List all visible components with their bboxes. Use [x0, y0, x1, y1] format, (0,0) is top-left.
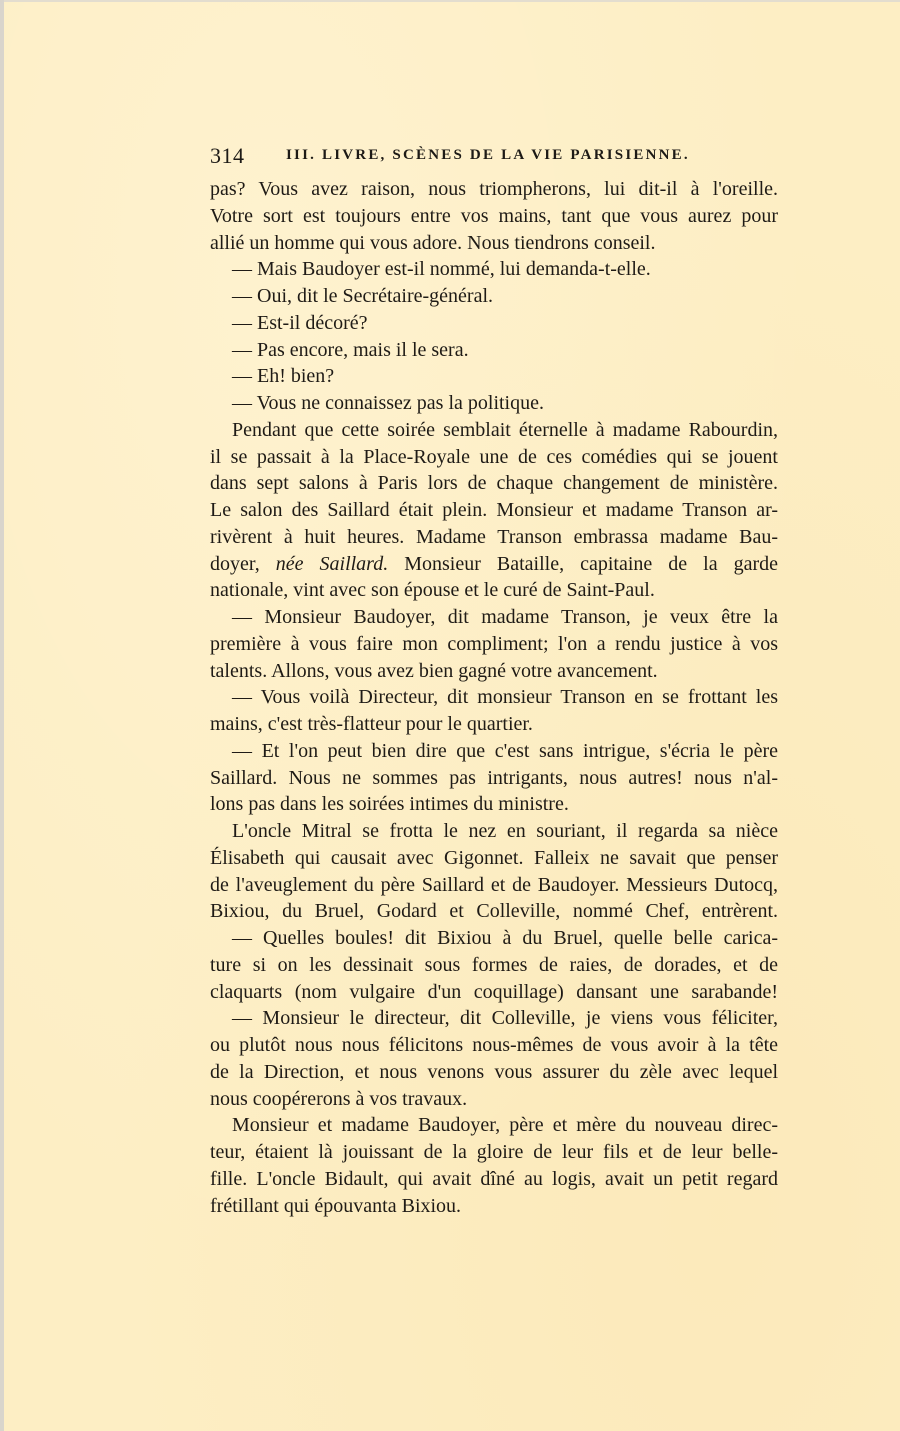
text-line: de la Direction, et nous venons vous assurer du zèle avec lequel	[210, 1060, 778, 1083]
text-line: Élisabeth qui causait avec Gigonnet. Falleix ne savait que penser	[210, 846, 778, 869]
text-line: — Est-il décoré?	[232, 311, 368, 334]
text-line: Pendant que cette soirée semblait éternelle à madame Rabourdin,	[232, 418, 778, 441]
text-segment: doyer,	[210, 552, 276, 575]
text-segment: Monsieur Bataille, capitaine de la garde	[388, 552, 778, 575]
text-line: rivèrent à huit heures. Madame Transon embrassa madame Bau-	[210, 525, 778, 548]
text-line: — Et l'on peut bien dire que c'est sans intrigue, s'écria le père	[232, 739, 778, 762]
page-header	[210, 143, 778, 171]
text-line: pas? Vous avez raison, nous triompherons, lui dit-il à l'oreille.	[210, 178, 778, 200]
text-line: L'oncle Mitral se frotta le nez en souriant, il regarda sa nièce	[232, 820, 778, 842]
text-line: nous coopérerons à vos travaux.	[210, 1087, 468, 1110]
text-line: ture si on les dessinait sous formes de raies, de dorades, et de	[210, 953, 778, 976]
text-line: frétillant qui épouvanta Bixiou.	[210, 1194, 462, 1217]
text-line: dans sept salons à Paris lors de chaque changement de ministère.	[210, 472, 778, 495]
scan-top-edge	[0, 0, 900, 2]
text-line: — Quelles boules! dit Bixiou à du Bruel, quelle belle carica-	[232, 927, 778, 949]
text-line: talents. Allons, vous avez bien gagné votre avancement.	[210, 659, 658, 682]
text-line: allié un homme qui vous adore. Nous tiendrons conseil.	[210, 231, 656, 254]
text-line: Saillard. Nous ne sommes pas intrigants, nous autres! nous n'al-	[210, 766, 778, 789]
text-line: nationale, vint avec son épouse et le curé de Saint-Paul.	[210, 579, 655, 602]
scan-left-edge	[0, 0, 4, 1431]
text-line: — Mais Baudoyer est-il nommé, lui demanda-t-elle.	[232, 258, 651, 281]
text-line: — Monsieur le directeur, dit Colleville, je viens vous féliciter,	[232, 1007, 778, 1030]
text-line: teur, étaient là jouissant de la gloire de leur fils et de leur belle-	[210, 1141, 778, 1163]
text-line: — Monsieur Baudoyer, dit madame Transon, je veux être la	[232, 606, 778, 628]
text-line: claquarts (nom vulgaire d'un coquillage) dansant une sarabande!	[210, 980, 778, 1003]
text-line: de l'aveuglement du père Saillard et de Baudoyer. Messieurs Dutocq,	[210, 873, 778, 896]
body-text	[210, 176, 778, 1219]
text-line: — Pas encore, mais il le sera.	[232, 338, 469, 361]
text-line: — Oui, dit le Secrétaire-général.	[232, 285, 493, 307]
text-line: Votre sort est toujours entre vos mains, tant que vous aurez pour	[210, 204, 778, 227]
text-line: première à vous faire mon compliment; l'on a rendu justice à vos	[210, 632, 778, 655]
text-line: il se passait à la Place-Royale une de ces comédies qui se jouent	[210, 445, 778, 468]
text-line: Le salon des Saillard était plein. Monsieur et madame Transon ar-	[210, 499, 778, 521]
text-line: lons pas dans les soirées intimes du ministre.	[210, 793, 569, 816]
text-line: mains, c'est très-flatteur pour le quartier.	[210, 713, 533, 735]
text-line: Bixiou, du Bruel, Godard et Colleville, nommé Chef, entrèrent.	[210, 900, 778, 923]
text-line: — Eh! bien?	[232, 365, 335, 388]
page-number: 314	[210, 143, 245, 168]
running-head: III. LIVRE, SCÈNES DE LA VIE PARISIENNE.	[286, 147, 690, 163]
text-line: fille. L'oncle Bidault, qui avait dîné au logis, avait un petit regard	[210, 1167, 778, 1190]
text-line: — Vous ne connaissez pas la politique.	[232, 392, 544, 414]
text-line: ou plutôt nous nous félicitons nous-mêmes de vous avoir à la tête	[210, 1034, 778, 1056]
italic-segment: née Saillard.	[275, 552, 389, 575]
text-line	[210, 551, 778, 578]
text-line: — Vous voilà Directeur, dit monsieur Transon en se frottant les	[232, 686, 778, 709]
text-line: Monsieur et madame Baudoyer, père et mère du nouveau direc-	[232, 1114, 778, 1137]
